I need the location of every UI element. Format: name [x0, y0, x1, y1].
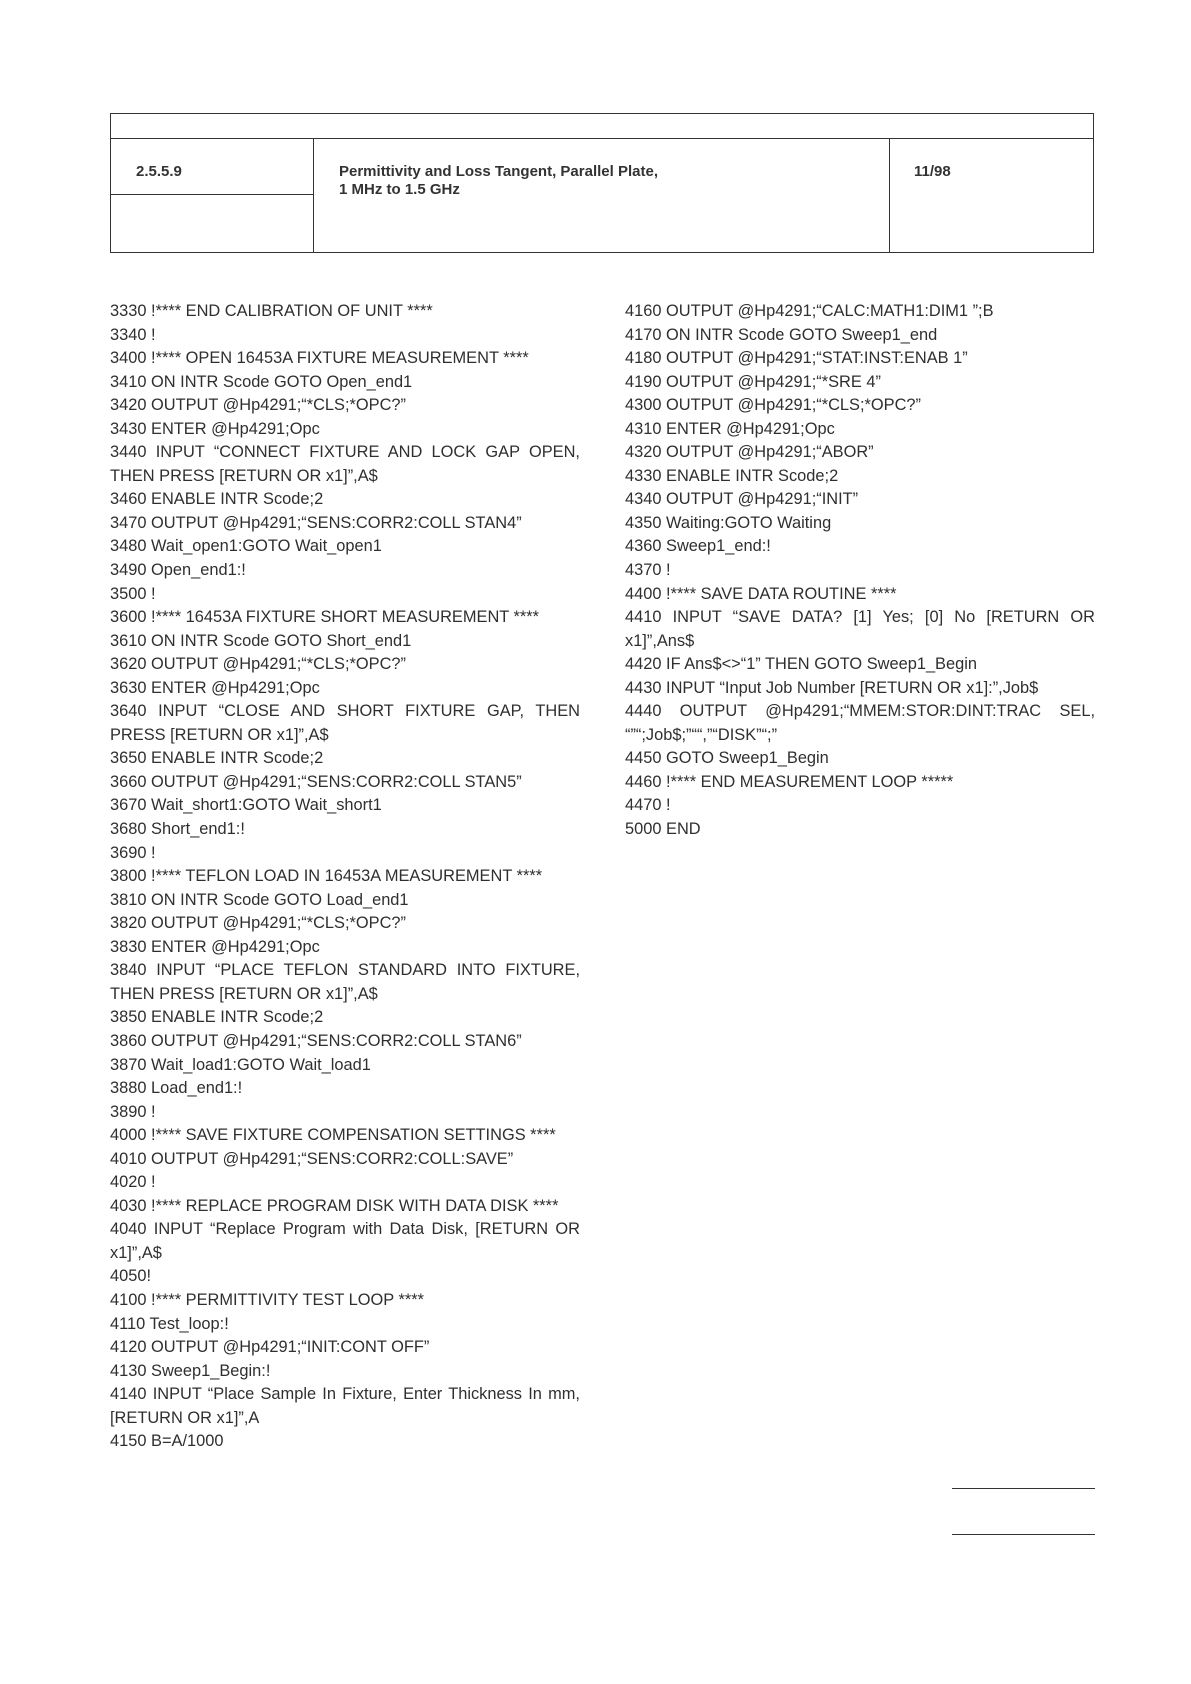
code-line: 4420 IF Ans$<>“1” THEN GOTO Sweep1_Begin	[625, 655, 977, 674]
code-line: 3810 ON INTR Scode GOTO Load_end1	[110, 890, 409, 909]
code-line: 4190 OUTPUT @Hp4291;“*SRE 4”	[625, 372, 881, 391]
code-line: 4350 Waiting:GOTO Waiting	[625, 513, 832, 532]
code-line: 3830 ENTER @Hp4291;Opc	[110, 937, 320, 956]
code-line: 3630 ENTER @Hp4291;Opc	[110, 678, 320, 697]
page-header-table	[110, 113, 1094, 253]
code-line: 3850 ENABLE INTR Scode;2	[110, 1008, 324, 1027]
code-line: 4440 OUTPUT @Hp4291;“MMEM:STOR:DINT:TRAC SEL, “”“;Job$;”““,”“DISK”“;”	[625, 702, 1100, 744]
code-line: 3890 !	[110, 1102, 156, 1121]
code-line: 4400 !**** SAVE DATA ROUTINE ****	[625, 584, 897, 603]
section-number: 2.5.5.9	[136, 163, 182, 180]
revision-date: 11/98	[914, 163, 951, 180]
code-line: 3340 !	[110, 325, 156, 344]
code-line: 3820 OUTPUT @Hp4291;“*CLS;*OPC?”	[110, 914, 407, 933]
header-section-cell	[111, 139, 314, 252]
code-line: 4410 INPUT “SAVE DATA? [1] Yes; [0] No [RETURN OR x1]”,Ans$	[625, 608, 1100, 650]
code-line: 4150 B=A/1000	[110, 1432, 224, 1451]
code-line: 4120 OUTPUT @Hp4291;“INIT:CONT OFF”	[110, 1338, 430, 1357]
code-line: 3500 !	[110, 584, 156, 603]
code-line: 5000 END	[625, 820, 701, 839]
code-line: 3610 ON INTR Scode GOTO Short_end1	[110, 631, 412, 650]
code-line: 4130 Sweep1_Begin:!	[110, 1361, 271, 1380]
code-line: 4140 INPUT “Place Sample In Fixture, Enter Thickness In mm, [RETURN OR x1]”,A	[110, 1385, 585, 1427]
code-line: 3420 OUTPUT @Hp4291;“*CLS;*OPC?”	[110, 396, 407, 415]
code-line: 3620 OUTPUT @Hp4291;“*CLS;*OPC?”	[110, 655, 407, 674]
page-title-line1: Permittivity and Loss Tangent, Parallel Plate,	[339, 163, 658, 180]
code-line: 3470 OUTPUT @Hp4291;“SENS:CORR2:COLL STAN4”	[110, 513, 522, 532]
code-line: 3670 Wait_short1:GOTO Wait_short1	[110, 796, 382, 815]
code-line: 3400 !**** OPEN 16453A FIXTURE MEASUREMENT ****	[110, 349, 529, 368]
code-line: 4040 INPUT “Replace Program with Data Disk, [RETURN OR x1]”,A$	[110, 1220, 585, 1262]
code-line: 4010 OUTPUT @Hp4291;“SENS:CORR2:COLL:SAVE”	[110, 1149, 514, 1168]
code-line: 4030 !**** REPLACE PROGRAM DISK WITH DATA DISK ****	[110, 1196, 559, 1215]
code-line: 4300 OUTPUT @Hp4291;“*CLS;*OPC?”	[625, 396, 922, 415]
code-line: 3680 Short_end1:!	[110, 820, 245, 839]
code-line: 3860 OUTPUT @Hp4291;“SENS:CORR2:COLL STAN6”	[110, 1031, 522, 1050]
code-line: 4100 !**** PERMITTIVITY TEST LOOP ****	[110, 1290, 424, 1309]
code-line: 4000 !**** SAVE FIXTURE COMPENSATION SETTINGS ****	[110, 1126, 556, 1145]
code-line: 3330 !**** END CALIBRATION OF UNIT ****	[110, 302, 433, 320]
code-line: 3650 ENABLE INTR Scode;2	[110, 749, 324, 768]
code-line: 3430 ENTER @Hp4291;Opc	[110, 419, 320, 438]
code-line: 3870 Wait_load1:GOTO Wait_load1	[110, 1055, 371, 1074]
code-line: 3880 Load_end1:!	[110, 1079, 243, 1098]
code-line: 4370 !	[625, 561, 671, 580]
code-line: 3440 INPUT “CONNECT FIXTURE AND LOCK GAP OPEN, THEN PRESS [RETURN OR x1]”,A$	[110, 443, 585, 485]
code-line: 4180 OUTPUT @Hp4291;“STAT:INST:ENAB 1”	[625, 349, 968, 368]
code-line: 3410 ON INTR Scode GOTO Open_end1	[110, 372, 413, 391]
header-top-strip	[111, 114, 1093, 139]
code-line: 3460 ENABLE INTR Scode;2	[110, 490, 324, 509]
code-line: 3640 INPUT “CLOSE AND SHORT FIXTURE GAP, THEN PRESS [RETURN OR x1]”,A$	[110, 702, 585, 744]
code-line: 4310 ENTER @Hp4291;Opc	[625, 419, 835, 438]
page-title-line2: 1 MHz to 1.5 GHz	[339, 181, 460, 198]
code-line: 3490 Open_end1:!	[110, 561, 246, 580]
code-line: 3480 Wait_open1:GOTO Wait_open1	[110, 537, 382, 556]
code-line: 4170 ON INTR Scode GOTO Sweep1_end	[625, 325, 938, 344]
code-line: 4160 OUTPUT @Hp4291;“CALC:MATH1:DIM1 ”;B	[625, 302, 994, 320]
code-line: 3800 !**** TEFLON LOAD IN 16453A MEASUREMENT ****	[110, 867, 543, 886]
footer-rule-2	[952, 1534, 1095, 1535]
code-line: 3660 OUTPUT @Hp4291;“SENS:CORR2:COLL STAN5”	[110, 772, 522, 791]
code-line: 4050!	[110, 1267, 152, 1286]
code-line: 3600 !**** 16453A FIXTURE SHORT MEASUREMENT ****	[110, 608, 540, 627]
code-line: 4020 !	[110, 1173, 156, 1192]
footer-rule-1	[952, 1488, 1095, 1489]
code-line: 3840 INPUT “PLACE TEFLON STANDARD INTO FIXTURE, THEN PRESS [RETURN OR x1]”,A$	[110, 961, 585, 1003]
code-line: 4430 INPUT “Input Job Number [RETURN OR x1]:”,Job$	[625, 678, 1039, 697]
code-line: 4450 GOTO Sweep1_Begin	[625, 749, 829, 768]
code-column-left	[110, 300, 585, 1454]
code-line: 4460 !**** END MEASUREMENT LOOP *****	[625, 772, 954, 791]
code-line: 4340 OUTPUT @Hp4291;“INIT”	[625, 490, 859, 509]
code-line: 4330 ENABLE INTR Scode;2	[625, 466, 839, 485]
code-line: 4110 Test_loop:!	[110, 1314, 229, 1333]
code-column-right	[625, 300, 1100, 842]
code-line: 4360 Sweep1_end:!	[625, 537, 771, 556]
code-line: 4320 OUTPUT @Hp4291;“ABOR”	[625, 443, 874, 462]
header-date-cell	[889, 139, 1094, 252]
code-line: 4470 !	[625, 796, 671, 815]
code-line: 3690 !	[110, 843, 156, 862]
